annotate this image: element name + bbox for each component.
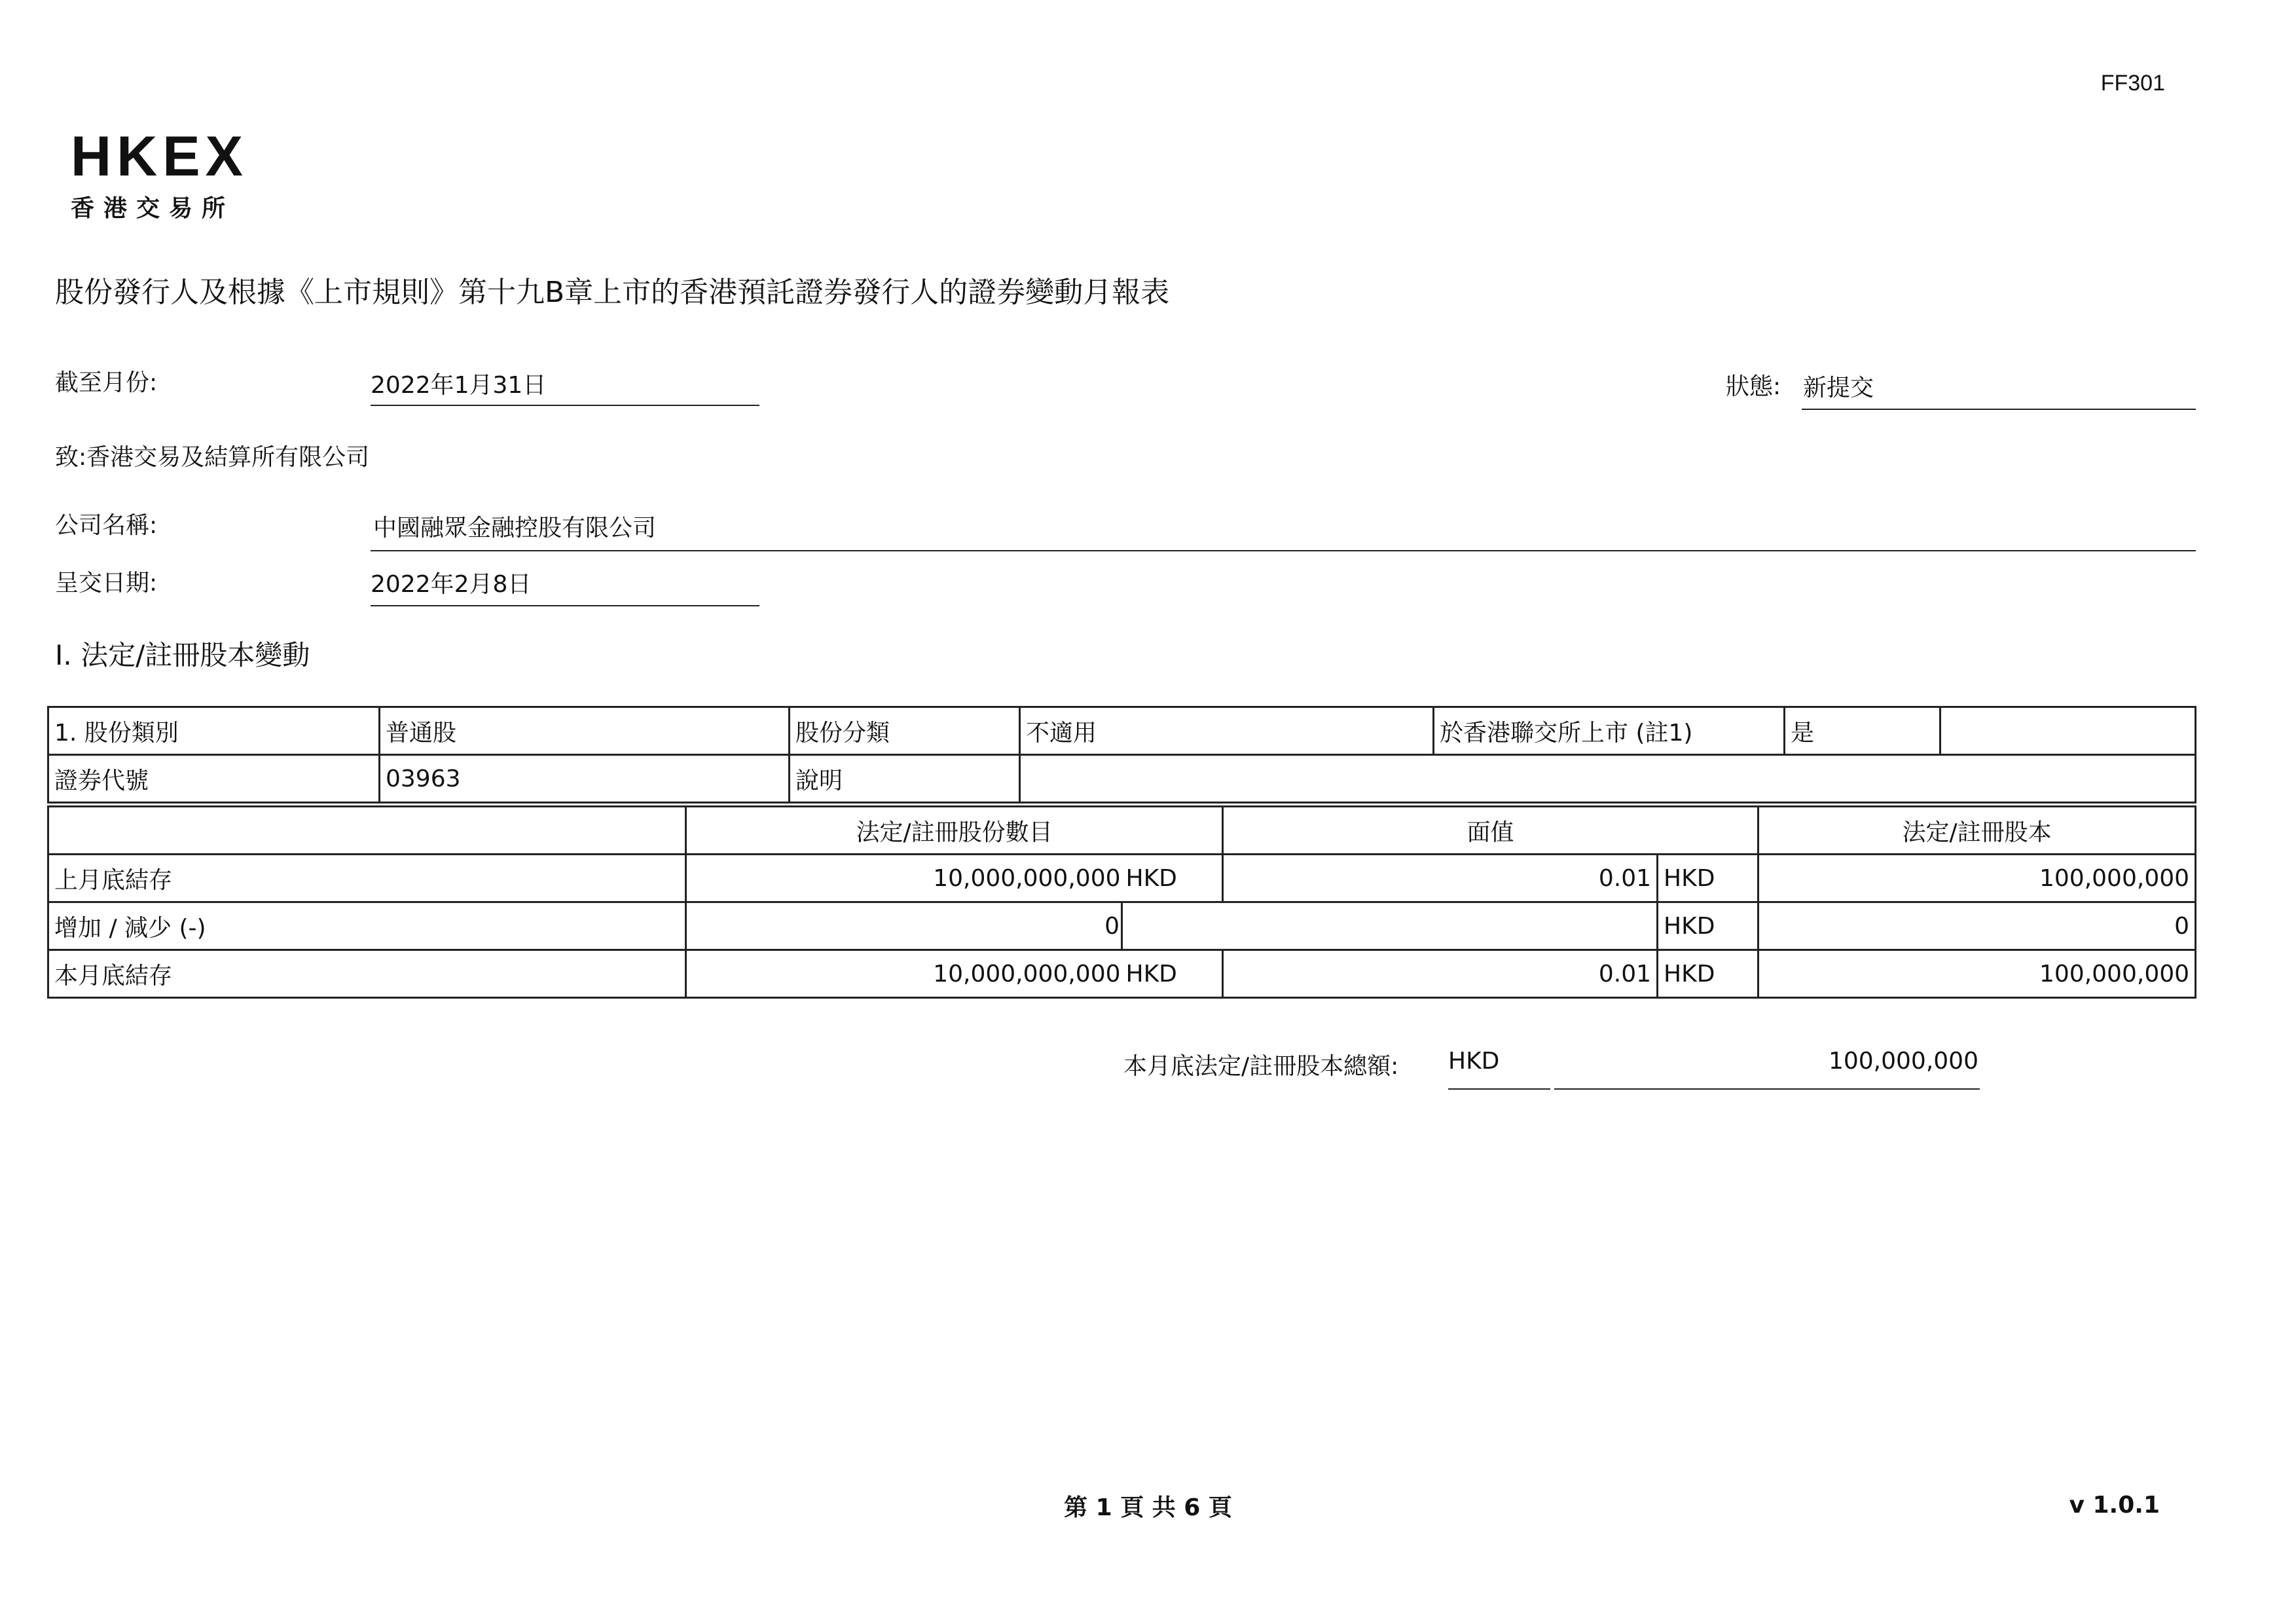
table-row	[48, 950, 2196, 998]
total-value-underline	[1554, 1088, 1980, 1090]
addressee: 致:香港交易及結算所有限公司	[55, 444, 370, 471]
capital-value: 100,000,000	[1758, 855, 2196, 902]
col-header-capital: 法定/註冊股本	[1758, 807, 2196, 855]
submission-date-label: 呈交日期:	[55, 570, 158, 597]
share-info-table	[47, 706, 2196, 803]
total-currency-underline	[1448, 1088, 1550, 1090]
logo-text-en: HKEX	[71, 125, 248, 188]
capital-value: 0	[1758, 902, 2196, 950]
company-value: 中國融眾金融控股有限公司	[373, 515, 657, 542]
share-class-row	[48, 707, 2196, 755]
row-label: 增加 / 減少 (-)	[48, 902, 686, 950]
logo-text-zh: 香港交易所	[71, 195, 235, 222]
listed-label: 於香港聯交所上市 (註1)	[1434, 707, 1785, 755]
submission-date-value: 2022年2月8日	[371, 571, 532, 598]
row-label: 上月底結存	[48, 855, 686, 902]
status-value: 新提交	[1803, 375, 1874, 401]
page-title: 股份發行人及根據《上市規則》第十九B章上市的香港預託證券發行人的證券變動月報表	[55, 276, 1170, 309]
par-currency: HKD	[1122, 950, 1223, 998]
total-label: 本月底法定/註冊股本總額:	[1123, 1053, 1399, 1080]
company-label: 公司名稱:	[55, 512, 158, 539]
column-header-row	[48, 807, 2196, 855]
month-label: 截至月份:	[55, 369, 158, 396]
section-title: I. 法定/註冊股本變動	[55, 639, 310, 671]
capital-currency: HKD	[1658, 950, 1758, 998]
capital-value: 100,000,000	[1758, 950, 2196, 998]
total-value: 100,000,000	[1828, 1048, 1978, 1075]
par-currency: HKD	[1122, 855, 1223, 902]
row-label: 本月底結存	[48, 950, 686, 998]
listed-value: 是	[1785, 707, 1941, 755]
par-value: 0.01	[1223, 950, 1658, 998]
total-currency: HKD	[1448, 1048, 1500, 1075]
capital-movement-table	[47, 805, 2196, 999]
share-type-value: 不適用	[1020, 707, 1434, 755]
col-header-par: 面值	[1223, 807, 1758, 855]
stock-code-row	[48, 755, 2196, 803]
share-type-label: 股份分類	[790, 707, 1020, 755]
description-label: 說明	[790, 755, 1020, 803]
empty-cell	[1941, 707, 2196, 755]
stock-code-label: 證券代號	[48, 755, 380, 803]
stock-code-value: 03963	[380, 755, 790, 803]
blank-header	[48, 807, 686, 855]
par-value: 0.01	[1223, 855, 1658, 902]
capital-currency: HKD	[1658, 855, 1758, 902]
par-value	[1122, 902, 1658, 950]
company-underline	[371, 550, 2196, 551]
share-class-value: 普通股	[380, 707, 790, 755]
form-version: v 1.0.1	[2069, 1492, 2160, 1519]
share-class-label: 1. 股份類別	[48, 707, 380, 755]
month-underline	[371, 405, 759, 406]
date-underline	[371, 605, 759, 606]
col-header-shares: 法定/註冊股份數目	[686, 807, 1223, 855]
capital-currency: HKD	[1658, 902, 1758, 950]
shares-value: 0	[686, 902, 1122, 950]
month-value: 2022年1月31日	[371, 372, 547, 399]
status-label: 狀態:	[1726, 373, 1781, 400]
status-underline	[1802, 409, 2196, 410]
form-code: FF301	[2100, 71, 2165, 96]
shares-value: 10,000,000,000	[686, 855, 1122, 902]
page-number: 第 1 頁 共 6 頁	[1064, 1494, 1232, 1521]
table-row	[48, 902, 2196, 950]
description-value	[1020, 755, 2196, 803]
hkex-logo	[71, 125, 248, 223]
table-row	[48, 855, 2196, 902]
shares-value: 10,000,000,000	[686, 950, 1122, 998]
